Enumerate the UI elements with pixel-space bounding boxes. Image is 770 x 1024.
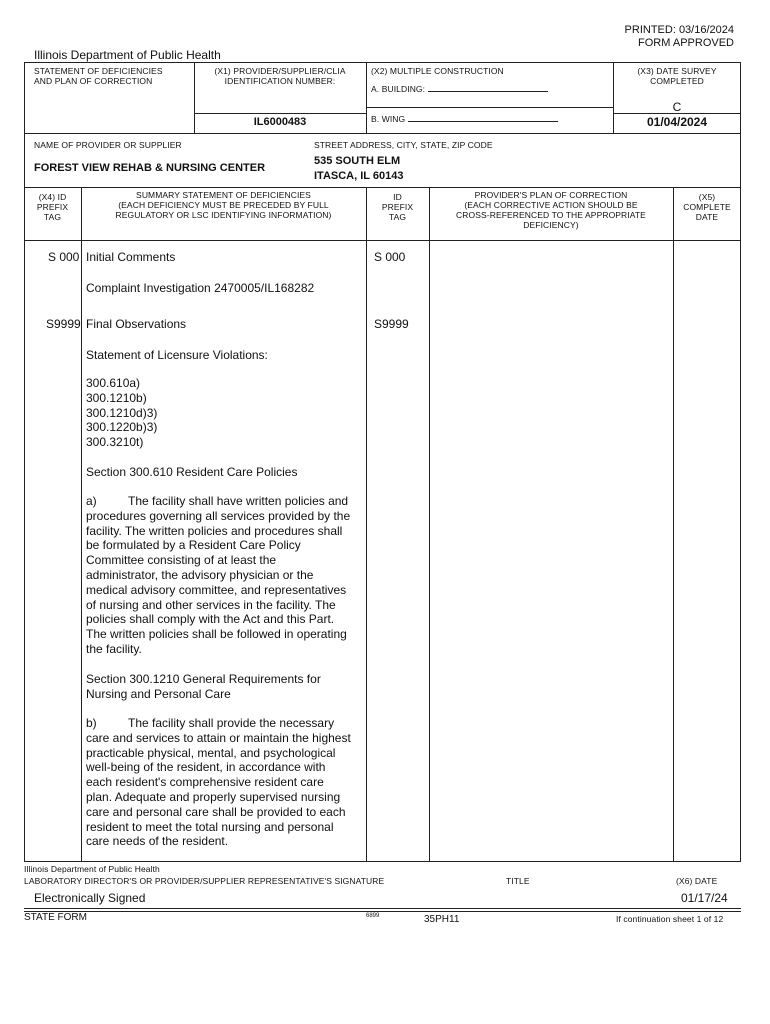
title-label: TITLE [506, 876, 530, 886]
initial-comments: Initial Comments [86, 250, 176, 264]
list-item: 300.610a) [86, 376, 141, 390]
paragraph-a: a) The facility shall have written policies and procedures governing all services provided by the facility. The written policies and procedures shall be formulated by a Resident Care Policy Committee consisting of at least the administrator, the advisory physician or the medical advisory committee, and representatives of nursing and other services in the facility. The policies shall comply with the Act and this Part. The written policies shall be followed in operating the facility. [86, 494, 351, 656]
form-number: 6899 [366, 913, 380, 919]
list-item: 300.3210t) [86, 435, 144, 450]
section-300-610-title: Section 300.610 Resident Care Policies [86, 465, 298, 479]
complaint-line: Complaint Investigation 2470005/IL168282 [86, 281, 315, 295]
address-label: STREET ADDRESS, CITY, STATE, ZIP CODE [314, 140, 493, 150]
violation-list [86, 376, 157, 450]
col-x5-header: (X5) COMPLETE DATE [683, 192, 731, 222]
col-x4-header: (X4) ID PREFIX TAG [36, 192, 69, 222]
event-id: 35PH11 [424, 914, 460, 925]
provider-name-label: NAME OF PROVIDER OR SUPPLIER [34, 140, 182, 150]
state-form: STATE FORM [24, 912, 87, 923]
x6-date-label: (X6) DATE [676, 876, 718, 886]
survey-date: 01/04/2024 [646, 115, 708, 129]
signature-label: LABORATORY DIRECTOR'S OR PROVIDER/SUPPLIER REPRESENTATIVE'S SIGNATURE [24, 876, 385, 886]
survey-code: C [672, 100, 682, 114]
list-item: 300.1210d)3) [86, 405, 158, 420]
statement-of-violations: Statement of Licensure Violations: [86, 348, 268, 362]
paragraph-b: b) The facility shall provide the necessary care and services to attain or maintain the highest practicable physical, mental, and psychological well-being of the resident, in accordance with each resident's comprehensive resident care plan. Adequate and properly supervised nursing care and personal care shall be provided to each resident to meet the total nursing and personal care needs of the resident. [86, 716, 351, 849]
tag-s000: S 000 [48, 250, 80, 264]
x3-label: (X3) DATE SURVEY COMPLETED [637, 66, 717, 86]
col-id-header: ID PREFIX TAG [381, 192, 414, 222]
para-a-label: a) [86, 494, 97, 508]
agency-title: Illinois Department of Public Health [34, 48, 221, 62]
printed-date: PRINTED: 03/16/2024 [624, 24, 734, 36]
col-plan-header: PROVIDER'S PLAN OF CORRECTION (EACH CORRECTIVE ACTION SHOULD BE CROSS-REFERENCED TO THE APPROPRIATE DEFICIENCY) [456, 190, 646, 230]
provider-name: FOREST VIEW REHAB & NURSING CENTER [34, 162, 266, 174]
signature-date: 01/17/24 [681, 891, 728, 905]
final-observations: Final Observations [86, 317, 187, 331]
x2-label: (X2) MULTIPLE CONSTRUCTION [371, 66, 504, 76]
tag-s000-right: S 000 [374, 250, 406, 264]
signature-value: Electronically Signed [34, 891, 146, 905]
x1-label: (X1) PROVIDER/SUPPLIER/CLIA IDENTIFICATION NUMBER: [214, 66, 346, 86]
tag-s9999-right: S9999 [374, 317, 409, 331]
provider-id: IL6000483 [253, 116, 307, 128]
wing-field: B. WING [371, 114, 558, 124]
form-approved: FORM APPROVED [638, 37, 734, 49]
provider-address: 535 SOUTH ELM ITASCA, IL 60143 [314, 155, 404, 182]
list-item: 300.1220b)3) [86, 420, 158, 435]
para-b-label: b) [86, 716, 97, 730]
continuation-sheet: If continuation sheet 1 of 12 [616, 914, 724, 924]
tag-s9999: S9999 [46, 317, 81, 331]
section-300-1210-title: Section 300.1210 General Requirements for Nursing and Personal Care [86, 672, 321, 701]
building-field: A. BUILDING: [371, 84, 548, 94]
footer-agency: Illinois Department of Public Health [24, 864, 160, 874]
list-item: 300.1210b) [86, 390, 147, 405]
statement-label: STATEMENT OF DEFICIENCIES AND PLAN OF CORRECTION [34, 66, 163, 86]
col-summary-header: SUMMARY STATEMENT OF DEFICIENCIES (EACH DEFICIENCY MUST BE PRECEDED BY FULL REGULATORY OR LSC IDENTIFYING INFORMATION) [115, 190, 332, 220]
